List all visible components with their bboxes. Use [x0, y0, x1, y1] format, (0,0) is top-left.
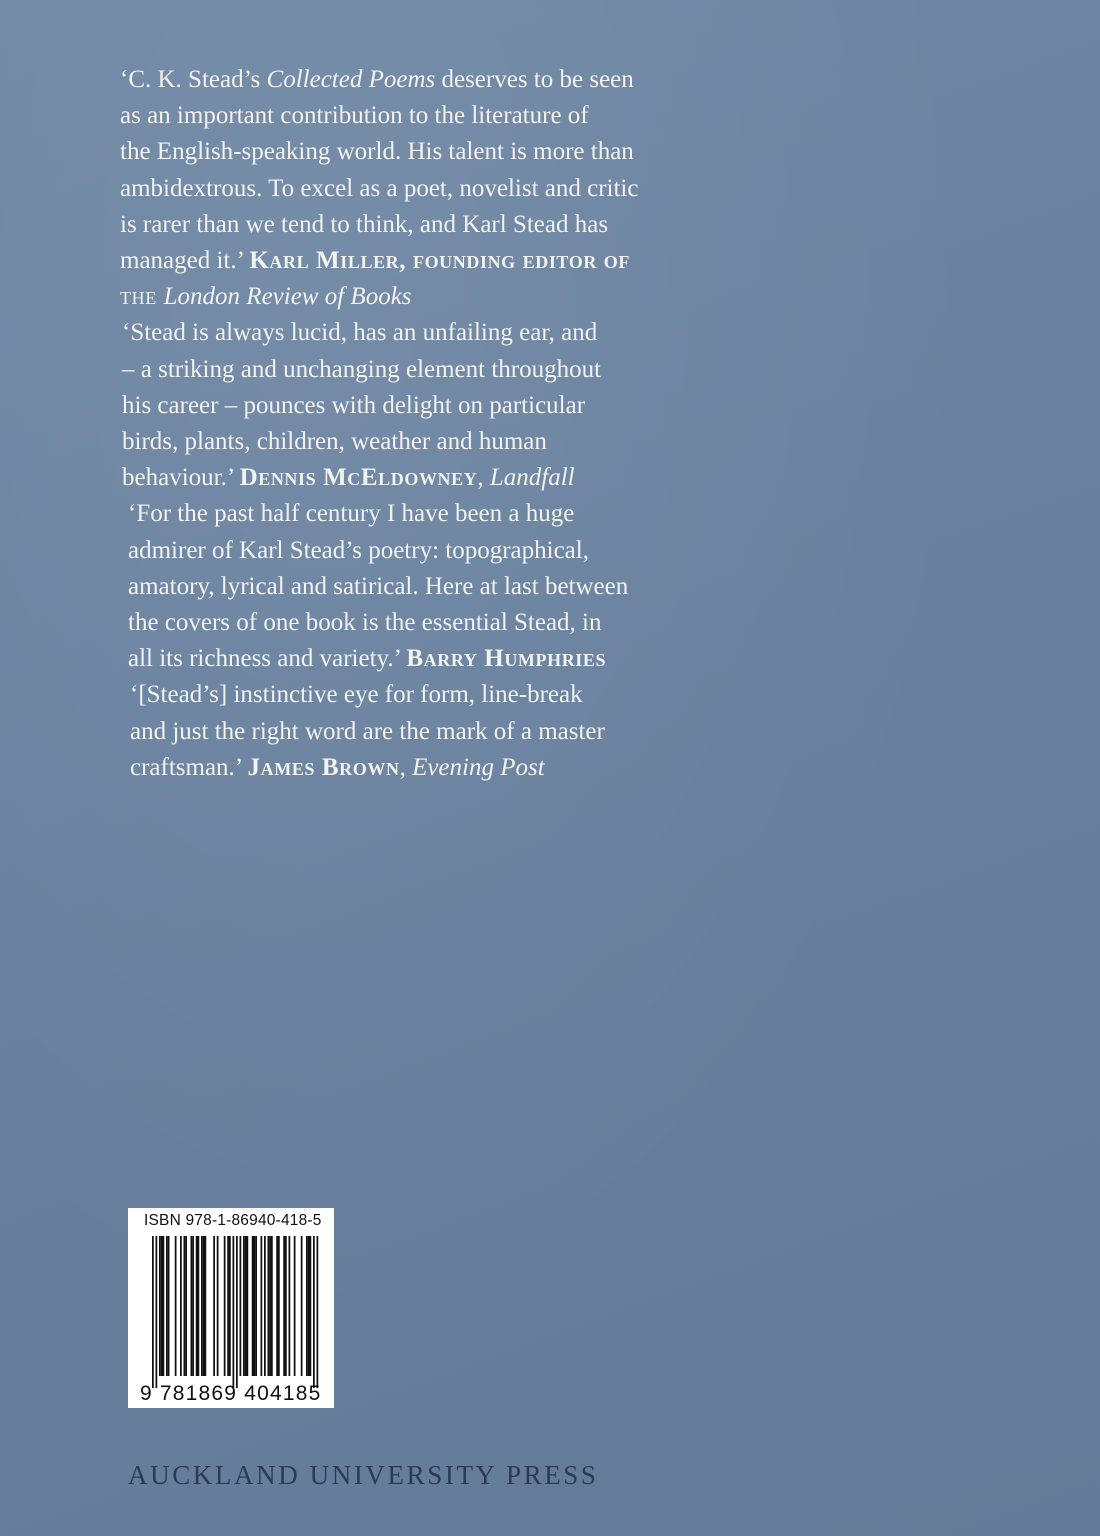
barcode-bar [310, 1236, 312, 1376]
barcode-bar [217, 1236, 219, 1376]
quote-karl-miller: ‘C. K. Stead’s Collected Poems deserves to be seen as an important contribution to the literature of the English-speaking world. His talent is more than ambidextrous. To excel as a poet, novelist and critic is rarer than we tend to think, and Karl Stead has managed it.’ Karl Miller, founding editor of the London Review of Books [120, 66, 639, 311]
attribution-karl-miller: Karl Miller, founding editor of [249, 247, 630, 275]
barcode-bar [255, 1236, 257, 1376]
barcode-bar [269, 1236, 271, 1376]
barcode-bar [308, 1236, 310, 1376]
barcode-bar [196, 1236, 198, 1376]
attribution-james-brown: James Brown [247, 753, 400, 781]
barcode-bar [252, 1236, 254, 1376]
barcode-bar [285, 1236, 287, 1376]
quote-barry-humphries: ‘For the past half century I have been a huge admirer of Karl Stead’s poetry: topographical, amatory, lyrical and satirical. Here at last between the covers of one book is the essential Stead, in all its richness and variety.’ Barry Humphries [128, 500, 629, 673]
barcode-bar [254, 1236, 256, 1376]
review-quotes [120, 62, 760, 786]
barcode-bar [166, 1236, 168, 1376]
barcode-bar [264, 1236, 266, 1376]
barcode-bars [128, 1208, 334, 1408]
isbn-barcode [128, 1208, 334, 1408]
barcode-bar [159, 1236, 161, 1376]
barcode-bar [191, 1236, 193, 1376]
ean-digits: 9 781869 404185 [140, 1382, 322, 1405]
barcode-bar [243, 1236, 245, 1376]
barcode-bar [180, 1236, 182, 1376]
barcode-bar [175, 1236, 177, 1376]
barcode-bar [313, 1236, 315, 1388]
source-lrb: London Review of Books [163, 283, 412, 311]
barcode-bar [227, 1236, 229, 1376]
barcode-bar [268, 1236, 270, 1376]
barcode-bar [198, 1236, 200, 1376]
barcode-bar [203, 1236, 205, 1376]
attribution-dennis-mceldowney: Dennis McEldowney [239, 464, 478, 492]
source-landfall: Landfall [489, 464, 575, 492]
barcode-bar [161, 1236, 163, 1376]
barcode-bar [201, 1236, 203, 1376]
barcode-bar [184, 1236, 186, 1376]
quote-james-brown: ‘[Stead’s] instinctive eye for form, line-break and just the right word are the mark of a master craftsman.’ James Brown, Evening Post [130, 681, 605, 781]
barcode-bar [163, 1236, 165, 1376]
barcode-bar [306, 1236, 308, 1376]
barcode-bar [192, 1236, 194, 1376]
barcode-bar [236, 1236, 238, 1388]
barcode-bar [294, 1236, 296, 1376]
attribution-barry-humphries: Barry Humphries [406, 645, 607, 673]
barcode-bar [224, 1236, 226, 1376]
barcode-bar [283, 1236, 285, 1376]
barcode-bar [168, 1236, 170, 1376]
barcode-bar [229, 1236, 231, 1376]
source-evening-post: Evening Post [412, 753, 545, 781]
barcode-bar [240, 1236, 242, 1376]
barcode-bar [205, 1236, 207, 1376]
publisher-imprint: AUCKLAND UNIVERSITY PRESS [128, 1460, 599, 1490]
barcode-bar [301, 1236, 303, 1376]
barcode-bar [247, 1236, 249, 1376]
barcode-bar [156, 1236, 158, 1388]
barcode-bar [317, 1236, 319, 1388]
barcode-bar [185, 1236, 187, 1376]
barcode-bar [278, 1236, 280, 1376]
barcode-bar [289, 1236, 291, 1376]
barcode-bar [245, 1236, 247, 1376]
barcode-bar [261, 1236, 263, 1376]
barcode-bar [271, 1236, 273, 1376]
barcode-bar [276, 1236, 278, 1376]
barcode-bar [152, 1236, 154, 1388]
barcode-bar [213, 1236, 215, 1376]
barcode-bar [233, 1236, 235, 1388]
isbn-label: ISBN 978-1-86940-418-5 [144, 1212, 322, 1229]
quote-dennis-mceldowney: ‘Stead is always lucid, has an unfailing ear, and – a striking and unchanging element throughout his career – pounces with delight on particular birds, plants, children, weather and human behaviour.’ Dennis McEldowney, Landfall [122, 319, 602, 492]
